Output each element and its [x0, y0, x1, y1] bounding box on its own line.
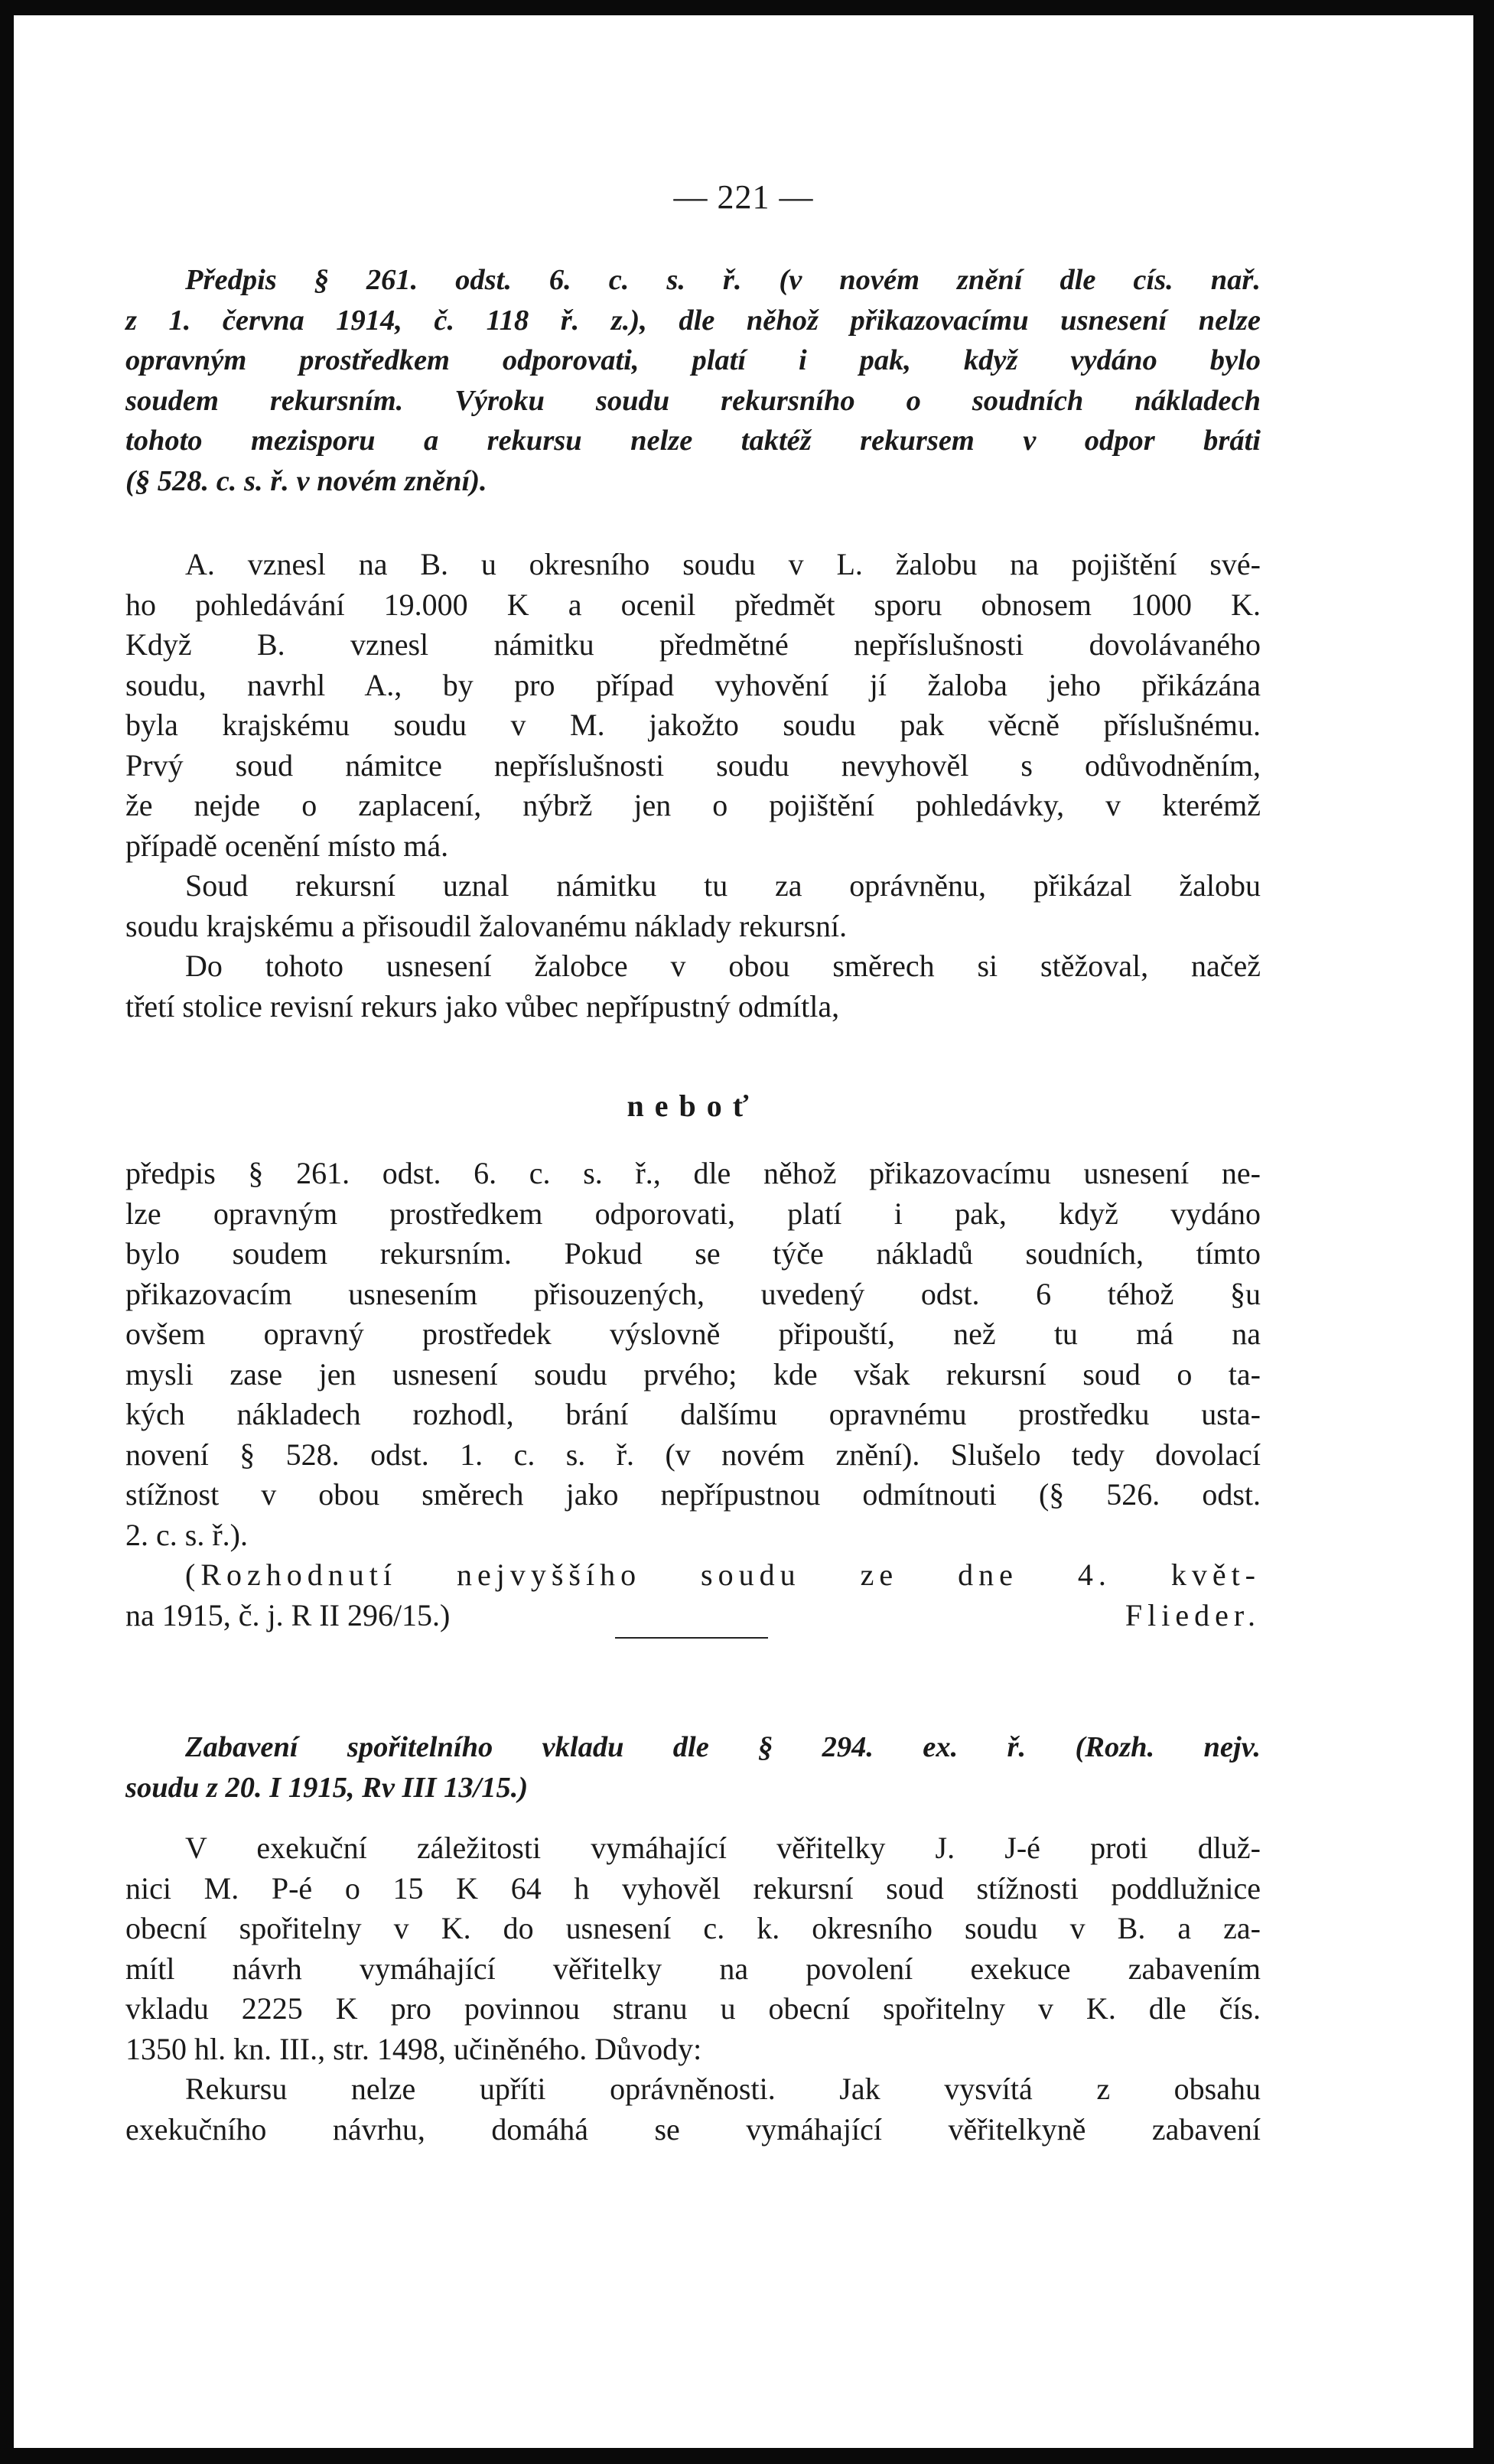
text-line: Prvý soud námitce nepříslušnosti soudu nevyhověl s odůvodněním, — [125, 747, 1261, 783]
text-line: případě ocenění místo má. — [125, 828, 449, 863]
text-line: 1350 hl. kn. III., str. 1498, učiněného. Důvody: — [125, 2031, 702, 2066]
headnote-line: Zabavení spořitelního vkladu dle § 294. ex. ř. (Rozh. nejv. — [185, 1731, 1261, 1763]
section-divider — [615, 1637, 768, 1639]
text-line: soudu krajskému a přisoudil žalovanému náklady rekursní. — [125, 908, 848, 943]
text-line: mysli zase jen usnesení soudu prvého; kde však rekursní soud o ta- — [125, 1356, 1261, 1391]
text-line: 2. c. s. ř.). — [125, 1517, 248, 1552]
headnote-line: soudem rekursním. Výroku soudu rekursního o soudních nákladech — [125, 384, 1261, 417]
document-page — [14, 15, 1473, 2448]
headnote-line: soudu z 20. I 1915, Rv III 13/15.) — [125, 1771, 529, 1804]
case-body-2 — [125, 1154, 1261, 1636]
decision-line: (Rozhodnutí nejvyššího soudu ze dne 4. květ- — [185, 1557, 1261, 1592]
text-line: Když B. vznesl námitku předmětné nepříslušnosti dovolávaného — [125, 627, 1261, 662]
text-line: předpis § 261. odst. 6. c. s. ř., dle něhož přikazovacímu usnesení ne- — [125, 1156, 1261, 1190]
case-body-3 — [125, 1828, 1261, 2150]
text-line: kých nákladech rozhodl, brání dalšímu opravnému prostředku usta- — [125, 1397, 1261, 1431]
text-line: obecní spořitelny v K. do usnesení c. k. okresního soudu v B. a za- — [125, 1911, 1261, 1945]
text-line: novení § 528. odst. 1. c. s. ř. (v novém znění). Slušelo tedy dovolací — [125, 1437, 1261, 1472]
text-line: Rekursu nelze upříti oprávněnosti. Jak vysvítá z obsahu — [185, 2072, 1261, 2106]
text-line: byla krajskému soudu v M. jakožto soudu pak věcně příslušnému. — [125, 708, 1261, 742]
page-number: — 221 — — [673, 178, 814, 216]
text-line: třetí stolice revisní rekurs jako vůbec nepřípustný odmítla, — [125, 988, 840, 1024]
text-line: mítl návrh vymáhající věřitelky na povolení exekuce zabavením — [125, 1951, 1261, 1986]
case-body-1 — [125, 545, 1261, 1027]
text-line: Do tohoto usnesení žalobce v obou směrech si stěžoval, načež — [185, 949, 1261, 983]
nebot-heading-wrap — [125, 1086, 1261, 1127]
text-line: ovšem opravný prostředek výslovně připouští, než tu má na — [125, 1317, 1261, 1351]
headnote-line: tohoto mezisporu a rekursu nelze taktéž rekursem v odpor bráti — [125, 425, 1261, 457]
decision-line-2 — [125, 1596, 1261, 1636]
text-line: ho pohledávání 19.000 K a ocenil předmět sporu obnosem 1000 K. — [125, 587, 1261, 622]
text-line: soudu, navrhl A., by pro případ vyhovění jí žaloba jeho přikázána — [125, 667, 1261, 702]
headnote-line: opravným prostředkem odporovati, platí i pak, když vydáno bylo — [125, 344, 1261, 376]
headnote-1 — [125, 260, 1261, 501]
text-line: lze opravným prostředkem odporovati, platí i pak, když vydáno — [125, 1196, 1261, 1231]
text-line: stížnost v obou směrech jako nepřípustnou odmítnouti (§ 526. odst. — [125, 1477, 1261, 1512]
headnote-line: Předpis § 261. odst. 6. c. s. ř. (v novém znění dle cís. nař. — [185, 264, 1261, 296]
text-line: že nejde o zaplacení, nýbrž jen o pojištění pohledávky, v kterémž — [125, 788, 1261, 822]
decision-reference: na 1915, č. j. R II 296/15.) — [125, 1597, 451, 1632]
headnote-line: z 1. června 1914, č. 118 ř. z.), dle něhož přikazovacímu usnesení nelze — [125, 304, 1261, 337]
judge-name: Flieder. — [1125, 1597, 1261, 1632]
text-line: nici M. P-é o 15 K 64 h vyhověl rekursní soud stížnosti poddlužnice — [125, 1870, 1261, 1906]
text-line: exekučního návrhu, domáhá se vymáhající věřitelkyně zabavení — [125, 2111, 1261, 2147]
nebot-heading: neboť — [627, 1089, 760, 1123]
text-line: přikazovacím usnesením přisouzených, uvedený odst. 6 téhož §u — [125, 1276, 1261, 1311]
text-line: A. vznesl na B. u okresního soudu v L. žalobu na pojištění své- — [185, 547, 1261, 581]
text-line: V exekuční záležitosti vymáhající věřitelky J. J-é proti dluž- — [185, 1831, 1261, 1865]
text-line: bylo soudem rekursním. Pokud se týče nákladů soudních, tímto — [125, 1236, 1261, 1271]
headnote-line: (§ 528. c. s. ř. v novém znění). — [125, 464, 487, 497]
headnote-2 — [125, 1727, 1261, 1808]
text-line: vkladu 2225 K pro povinnou stranu u obecní spořitelny v K. dle čís. — [125, 1991, 1261, 2026]
text-line: Soud rekursní uznal námitku tu za oprávněnu, přikázal žalobu — [185, 868, 1261, 903]
